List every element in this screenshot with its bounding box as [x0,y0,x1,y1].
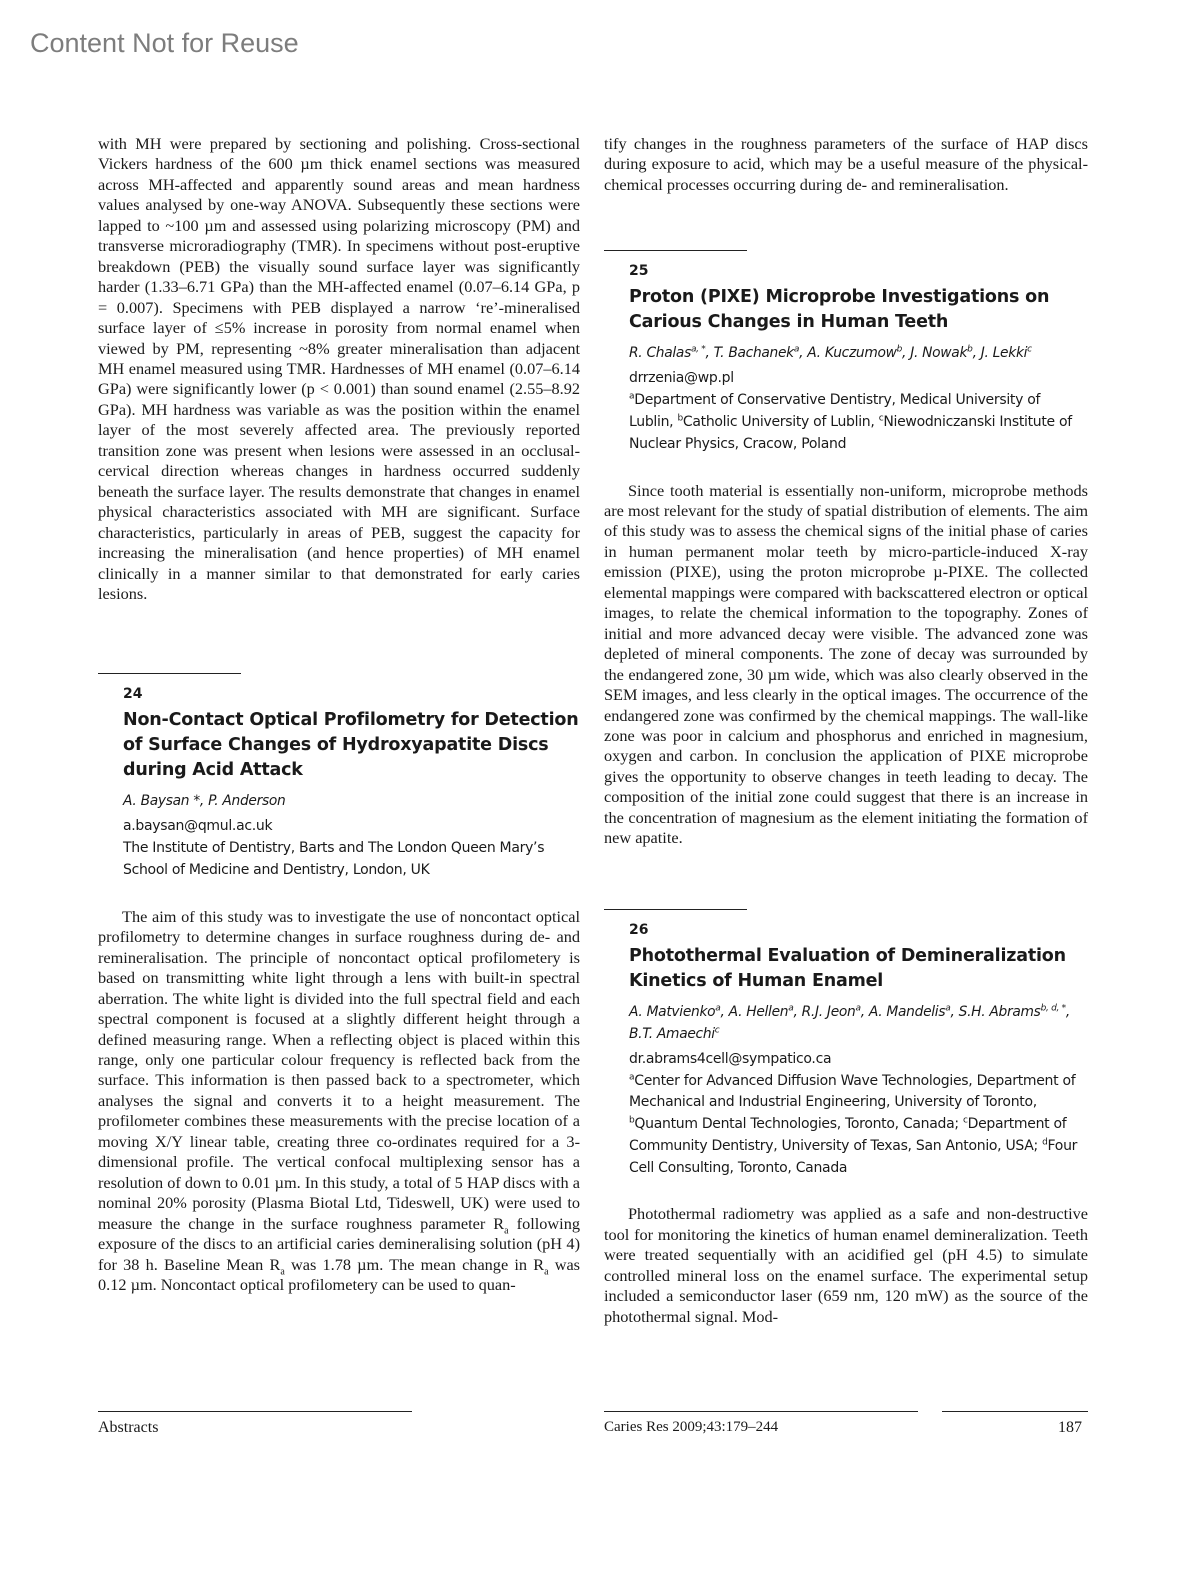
left-column [98,134,580,1295]
continued-abstract-text: with MH were prepared by sectioning and polishing. Cross-sectional Vickers hardness of the 600 µm thick enamel sections was measured across MH-affected and apparently sound areas and mean hardness values analysed by one-way ANOVA. Subsequently these sections were lapped to ~100 µm and assessed using polarizing microscopy (PM) and transverse microradiography (TMR). In specimens without post-eruptive breakdown (PEB) the visually sound surface layer was significantly harder (1.33–6.71 GPa) than the MH-affected enamel (0.07–6.14 GPa, p = 0.007). Specimens with PEB displayed a narrow ‘re’-mineralised surface layer of ≤5% increase in porosity from normal enamel when viewed by PM, representing ~8% greater mineralisation than adjacent MH enamel measured using TMR. Hardnesses of MH enamel (0.07–6.14 GPa) were significantly lower (p < 0.001) than sound enamel (2.55–8.92 GPa). MH hardness was variable as was the position within the enamel layer of the most severely affected area. The previously reported transition zone was present when lesions were assessed in an occlusal-cervical direction whereas changes in hardness occurred suddenly beneath the surface layer. The results demonstrate that changes in enamel physical characteristics associated with MH are significant. Surface characteristics, particularly in areas of PEB, suggest the capacity for increasing the mineralisation (and hence properties) of MH enamel clinically in a manner similar to that demonstrated for early caries lesions. [98,134,580,603]
abstract-25 [604,263,1088,455]
abstract-number: 26 [629,921,649,938]
author-affiliation: $^a$Department of Conservative Dentistry, Medical University of Lublin, $^b$Catholic University of Lublin, $^c$Niewodniczanski Institute of Nuclear Physics, Cracow, Poland [629,391,1072,452]
abstract-24 [98,686,580,881]
section-rule [604,250,747,251]
abstract-number: 25 [629,263,649,280]
footer-section-label: Abstracts [98,1419,159,1436]
abstract-title: Proton (PIXE) Microprobe Investigations on Carious Changes in Human Teeth [629,287,1050,333]
abstract-title: Photothermal Evaluation of Demineralization Kinetics of Human Enamel [629,945,1066,991]
footer-journal-citation: Caries Res 2009;43:179–244 [604,1419,779,1435]
abstract-authors: A. Baysan *, P. Anderson [123,793,286,810]
right-column [604,134,1088,1327]
abstract-number: 24 [123,686,143,703]
abstract-body: Photothermal radiometry was applied as a safe and non-destructive tool for monitoring the kinetics of human enamel demineralization. Teeth were treated sequentially with an acidified gel (pH 4.5) to simulate controlled mineral loss on the enamel surface. The experimental setup included a semiconductor laser (659 nm, 120 mW) as the source of the photothermal signal. Mod- [604,1204,1088,1326]
abstract-26 [604,922,1088,1180]
watermark: Content Not for Reuse [30,28,299,58]
abstract-authors: R. Chalas$^{a, *}$, T. Bachanek$^a$, A. Kuczumow$^b$, J. Nowak$^b$, J. Lekki$^c$ [629,344,1032,362]
section-rule [98,673,241,674]
author-affiliation: The Institute of Dentistry, Barts and The London Queen Mary’s School of Medicine and Dentistry, London, UK [123,840,545,879]
author-email[interactable]: dr.abrams4cell@sympatico.ca [629,1050,832,1067]
author-email[interactable]: drrzenia@wp.pl [629,370,734,387]
section-rule [604,909,747,910]
page-number: 187 [1058,1419,1082,1436]
abstract-body: The aim of this study was to investigate the use of noncontact optical profilometry to determine changes in surface roughness during de- and remineralisation. The principle of noncontact optical profilometery is based on transmitting white light through a lens with built-in spectral aberration. The white light is divided into the full spectral field and each spectral component is focused at a slightly different height through a defined measuring range. When a reflecting object is placed within this range, only one particular colour frequency is reflected back from the surface. This information is then passed back to a spectrometer, which analyses the signal and converts it to a height measurement. The profilometer combines these measurements with the precise location of a moving X/Y linear table, creating three co-ordinates required for a 3-dimensional profile. The vertical confocal multiplexing sensor has a resolution of down to 0.01 µm. In this study, a total of 5 HAP discs with a nominal 20% porosity (Plasma Biotal Ltd, Tideswell, UK) were used to measure the change in the surface roughness parameter $R_a$ following exposure of the discs to an artificial caries demineralising solution (pH 4) for 38 h. Baseline Mean $R_a$ was 1.78 µm. The mean change in $R_a$ was 0.12 µm. Noncontact optical profilometery can be used to quan- [98,906,581,1294]
author-affiliation: $^a$Center for Advanced Diffusion Wave Technologies, Department of Mechanical and Industrial Engineering, University of Toronto, $^b$Quantum Dental Technologies, Toronto, Canada; $^c$Department of Community Dentistry, University of Texas, San Antonio, USA; $^d$Four Cell Consulting, Toronto, Canada [629,1071,1078,1176]
abstract-body: Since tooth material is essentially non-uniform, microprobe methods are most relevant for the study of spatial distribution of elements. The aim of this study was to assess the chemical signs of the initial phase of caries in human permanent molar teeth by micro-particle-induced X-ray emission (PIXE), using the proton microprobe µ-PIXE. The collected elemental mappings were compared with backscattered electron or optical images, to relate the chemical information to the topography. Zones of initial and more advanced decay were visible. The advanced zone was depleted of mineral components. The zone of decay was surrounded by the endangered zone, 30 µm wide, which was also clearly observed in the SEM images, and less clearly in the optical images. The occurrence of the endangered zone was confirmed by the chemical mappings. The wall-like zone was poor in calcium and phosphorus and enriched in magnesium, oxygen and carbon. In conclusion the application of PIXE microprobe gives the opportunity to observe changes in teeth leading to decay. The composition of the initial zone could suggest that there is an increase in the concentration of magnesium as the element initiating the formation of new apatite. [604,480,1088,848]
footer-rule-left [98,1411,412,1412]
footer-rule-center [604,1411,918,1412]
continued-abstract-text: tify changes in the roughness parameters of the surface of HAP discs during exposure to acid, which may be a useful measure of the physical-chemical processes occurring during de- and remineralisation. [604,134,1088,194]
footer-rule-right [942,1411,1088,1412]
abstract-authors: A. Matvienko$^a$, A. Hellen$^a$, R.J. Jeon$^a$, A. Mandelis$^a$, S.H. Abrams$^{b, d, *}$, B.T. Amaechi$^c$ [629,1003,1070,1042]
author-email[interactable]: a.baysan@qmul.ac.uk [123,818,273,835]
abstract-title: Non-Contact Optical Profilometry for Detection of Surface Changes of Hydroxyapatite Discs during Acid Attack [123,710,579,781]
